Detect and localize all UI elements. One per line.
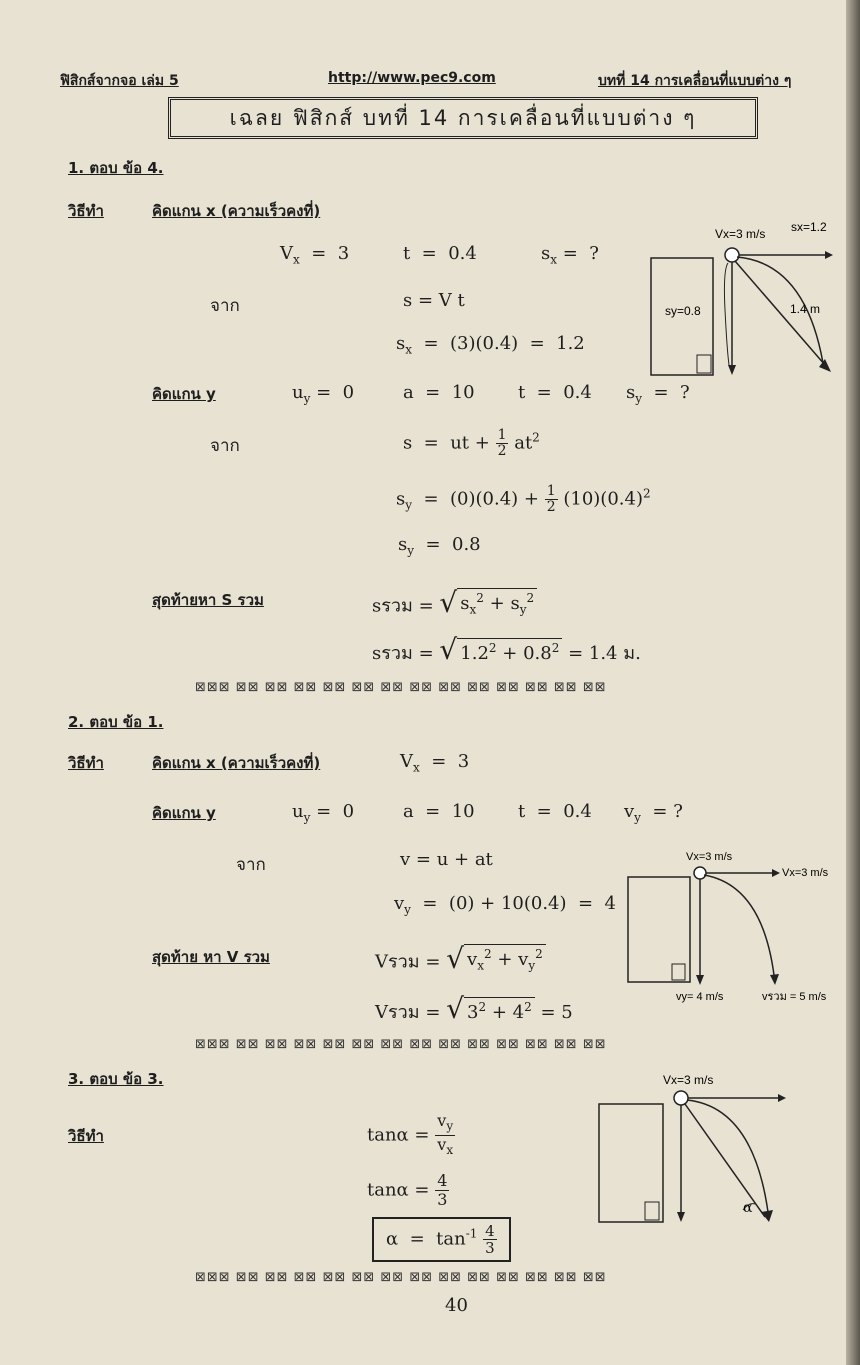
q1-answer: 1. ตอบ ข้อ 4. [68,159,164,177]
q1-total-lhs-2: sรวม = [372,643,434,664]
q1-method: วิธีทำ [68,202,104,220]
q2-uy: $u_y = 0$ [292,801,355,825]
q3-method: วิธีทำ [68,1127,104,1145]
q1-fig-vx: Vx=3 m/s [715,227,766,241]
q1-ty: t = 0.4 [518,382,592,403]
page-number: 40 [445,1295,468,1316]
q2-fig-v: vรวม = 5 m/s [762,991,827,1003]
header-url: http://www.pec9.com [328,70,496,86]
q2-from: จาก [236,855,266,875]
q2-fig-vx-right: Vx=3 m/s [782,867,829,879]
q3-fig-angle: α [743,1200,753,1216]
q1-total-2: sรวม = √ $1.2^2 + 0.8^2$ = 1.4 ม. [372,633,641,666]
q1-sx: $s_x$ = ? [541,243,599,267]
q1-fig-sx: sx=1.2 [791,220,827,234]
header-left: ฟิสิกส์จากจอ เล่ม 5 [60,73,179,89]
q1-total-1: sรวม = √ $s_x^2 + s_y^2$ [372,588,537,620]
separator-3: ⊠⊠⊠ ⊠⊠ ⊠⊠ ⊠⊠ ⊠⊠ ⊠⊠ ⊠⊠ ⊠⊠ ⊠⊠ ⊠⊠ ⊠⊠ ⊠⊠ ⊠⊠ ⊠⊠ [195,1270,607,1285]
q1-y-axis: คิดแกน y [152,385,216,403]
q2-total-1: Vรวม = √ $v_x^2 + v_y^2$ [375,944,546,976]
q3-eq1-lhs: tanα = [367,1124,430,1146]
q2-total-lhs: Vรวม = [375,951,441,973]
q1-y-eq2: $s_y = (0)(0.4)$ + $\frac{1}{2}$ $(10)(0.4)^2$ [396,483,651,515]
q1-fig-s: 1.4 m [790,302,821,316]
page-title: เฉลย ฟิสิกส์ บทที่ 14 การเคลื่อนที่แบบต่าง ๆ [168,97,758,139]
q1-total-lhs: sรวม = [372,595,434,617]
q3-answer: 3. ตอบ ข้อ 3. [68,1070,164,1088]
q3-eq1: tanα = $\frac{v_y}{v_x}$ [367,1111,454,1158]
header-right: บทที่ 14 การเคลื่อนที่แบบต่าง ๆ [598,73,792,89]
q2-answer: 2. ตอบ ข้อ 1. [68,713,164,731]
q1-fig-sy: sy=0.8 [665,304,701,318]
q1-t: t = 0.4 [403,243,477,264]
q1-projectile-figure [645,215,845,380]
q1-uy: $u_y = 0$ [292,382,355,406]
q2-eq2: $v_y = (0) + 10(0.4) = 4$ [394,893,616,917]
separator-2: ⊠⊠⊠ ⊠⊠ ⊠⊠ ⊠⊠ ⊠⊠ ⊠⊠ ⊠⊠ ⊠⊠ ⊠⊠ ⊠⊠ ⊠⊠ ⊠⊠ ⊠⊠ ⊠⊠ [195,1037,607,1052]
q1-final: สุดท้ายหา S รวม [152,591,264,609]
q1-y-eq1: s = ut + $\frac{1}{2}$ $at^2$ [403,427,540,459]
q3-fig-vx: Vx=3 m/s [663,1073,714,1087]
q1-x-eq1: s = V t [403,290,465,311]
q3-eq2-lhs: tanα = [367,1179,430,1201]
q1-total-rhs: = 1.4 ม. [568,643,641,664]
q1-from-1: จาก [210,296,240,316]
q3-eq2: tanα = $\frac{4}{3}$ [367,1171,448,1209]
q1-from-2: จาก [210,436,240,456]
q2-final: สุดท้าย หา V รวม [152,948,270,966]
q2-fig-vx-top: Vx=3 m/s [686,851,733,863]
q2-total-rhs: = 5 [540,1002,573,1023]
q2-vx: $V_x = 3$ [400,751,470,775]
q2-total-2: Vรวม = √ $3^2 + 4^2$ = 5 [375,992,573,1025]
q2-y-axis: คิดแกน y [152,804,216,822]
q1-sy-q: $s_y$ = ? [626,382,690,406]
q1-vx: $V_x = 3$ [280,243,350,267]
q1-x-eq2: $s_x = (3)(0.4) = 1.2$ [396,333,585,357]
q2-x-axis: คิดแกน x (ความเร็วคงที่) [152,754,321,772]
q2-t: t = 0.4 [518,801,592,822]
separator-1: ⊠⊠⊠ ⊠⊠ ⊠⊠ ⊠⊠ ⊠⊠ ⊠⊠ ⊠⊠ ⊠⊠ ⊠⊠ ⊠⊠ ⊠⊠ ⊠⊠ ⊠⊠ ⊠⊠ [195,680,607,695]
q2-projectile-figure [622,845,844,1005]
q3-result-box: $\alpha = \tan^{-1}$ $\frac{4}{3}$ [372,1217,511,1262]
q1-x-axis: คิดแกน x (ความเร็วคงที่) [152,202,321,220]
q2-vy-q: $v_y$ = ? [624,801,683,825]
q2-fig-vy: vy= 4 m/s [676,991,724,1003]
q2-eq1: v = u + at [400,849,493,870]
book-spine-shadow [846,0,860,1365]
q2-total-lhs-2: Vรวม = [375,1002,441,1023]
q1-a: a = 10 [403,382,475,403]
q2-method: วิธีทำ [68,754,104,772]
q2-a: a = 10 [403,801,475,822]
q3-projectile-figure [593,1062,793,1227]
q1-y-eq3: $s_y = 0.8$ [398,534,481,558]
